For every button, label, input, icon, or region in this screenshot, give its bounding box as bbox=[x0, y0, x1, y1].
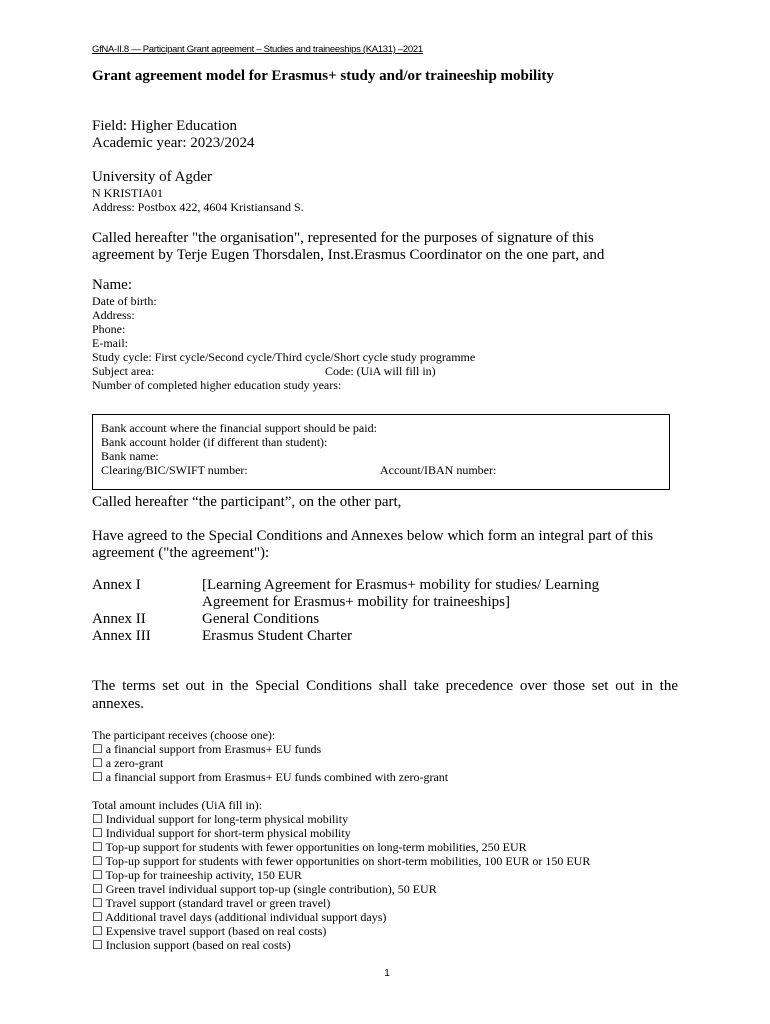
participant-phone: Phone: bbox=[92, 322, 126, 336]
total-option-checkbox[interactable]: ☐ Travel support (standard travel or green travel) bbox=[92, 896, 590, 910]
annex-value: General Conditions bbox=[202, 611, 320, 627]
annex-key: Annex II bbox=[92, 611, 146, 627]
participant-email: E-mail: bbox=[92, 336, 128, 350]
total-option-checkbox[interactable]: ☐ Green travel individual support top-up (single contribution), 50 EUR bbox=[92, 882, 590, 896]
annex-key: Annex I bbox=[92, 577, 141, 593]
participant-dob: Date of birth: bbox=[92, 294, 157, 308]
participant-section bbox=[92, 277, 475, 392]
annex-value: [Learning Agreement for Erasmus+ mobility for studies/ Learning bbox=[202, 577, 600, 593]
terms-paragraph: The terms set out in the Special Conditions shall take precedence over those set out in the annexes. bbox=[92, 678, 678, 712]
bank-holder-line: Bank account holder (if different than student): bbox=[101, 435, 328, 449]
bank-iban: Account/IBAN number: bbox=[380, 463, 497, 477]
total-option-checkbox[interactable]: ☐ Additional travel days (additional individual support days) bbox=[92, 910, 590, 924]
bank-numbers-row bbox=[101, 463, 661, 477]
participant-code: Code: (UiA will fill in) bbox=[325, 364, 436, 378]
total-option-checkbox[interactable]: ☐ Top-up for traineeship activity, 150 EUR bbox=[92, 868, 590, 882]
document-header: GfNA-II.8 — Participant Grant agreement – Studies and traineeships (KA131) –2021 bbox=[92, 44, 423, 55]
page-number: 1 bbox=[384, 968, 390, 979]
university-name: University of Agder bbox=[92, 169, 212, 185]
organisation-line-2: agreement by Terje Eugen Thorsdalen, Inst.Erasmus Coordinator on the one part, and bbox=[92, 247, 605, 263]
receives-section bbox=[92, 728, 448, 784]
participant-years: Number of completed higher education study years: bbox=[92, 378, 342, 392]
total-option-checkbox[interactable]: ☐ Individual support for long-term physical mobility bbox=[92, 812, 590, 826]
organisation-paragraph bbox=[92, 230, 604, 264]
receives-option-checkbox[interactable]: ☐ a zero-grant bbox=[92, 756, 448, 770]
participant-name-label: Name: bbox=[92, 277, 132, 293]
organisation-line-1: Called hereafter "the organisation", represented for the purposes of signature of this bbox=[92, 230, 594, 246]
agreed-paragraph bbox=[92, 528, 653, 562]
agreed-line-2: agreement ("the agreement"): bbox=[92, 545, 270, 561]
receives-label: The participant receives (choose one): bbox=[92, 728, 276, 742]
field-section bbox=[92, 118, 254, 152]
academic-year-line: Academic year: 2023/2024 bbox=[92, 135, 255, 151]
university-section bbox=[92, 169, 304, 214]
total-option-checkbox[interactable]: ☐ Inclusion support (based on real costs) bbox=[92, 938, 590, 952]
annex-key: Annex III bbox=[92, 628, 151, 644]
total-option-checkbox[interactable]: ☐ Top-up support for students with fewer opportunities on short-term mobilities, 100 EUR or 150 EUR bbox=[92, 854, 590, 868]
annex-value: Agreement for Erasmus+ mobility for traineeships] bbox=[202, 594, 510, 610]
annex-value: Erasmus Student Charter bbox=[202, 628, 352, 644]
total-label: Total amount includes (UiA fill in): bbox=[92, 798, 263, 812]
agreed-line-1: Have agreed to the Special Conditions and Annexes below which form an integral part of this bbox=[92, 528, 654, 544]
university-address: Address: Postbox 422, 4604 Kristiansand S. bbox=[92, 200, 304, 214]
participant-study-cycle: Study cycle: First cycle/Second cycle/Third cycle/Short cycle study programme bbox=[92, 350, 476, 364]
total-option-checkbox[interactable]: ☐ Expensive travel support (based on real costs) bbox=[92, 924, 590, 938]
participant-address: Address: bbox=[92, 308, 135, 322]
receives-option-checkbox[interactable]: ☐ a financial support from Erasmus+ EU funds bbox=[92, 742, 448, 756]
participant-subject-row bbox=[92, 364, 475, 378]
field-line: Field: Higher Education bbox=[92, 118, 237, 134]
receives-option-checkbox[interactable]: ☐ a financial support from Erasmus+ EU funds combined with zero-grant bbox=[92, 770, 448, 784]
total-section bbox=[92, 798, 590, 952]
bank-info-box bbox=[92, 414, 670, 490]
participant-called-text: Called hereafter “the participant”, on the other part, bbox=[92, 494, 402, 510]
bank-name-line: Bank name: bbox=[101, 449, 159, 463]
participant-subject-area: Subject area: bbox=[92, 364, 155, 378]
university-code: N KRISTIA01 bbox=[92, 186, 163, 200]
bank-bic: Clearing/BIC/SWIFT number: bbox=[101, 463, 248, 477]
bank-account-line: Bank account where the financial support should be paid: bbox=[101, 421, 377, 435]
document-title: Grant agreement model for Erasmus+ study and/or traineeship mobility bbox=[92, 68, 554, 84]
total-option-checkbox[interactable]: ☐ Top-up support for students with fewer opportunities on long-term mobilities, 250 EUR bbox=[92, 840, 590, 854]
total-option-checkbox[interactable]: ☐ Individual support for short-term physical mobility bbox=[92, 826, 590, 840]
